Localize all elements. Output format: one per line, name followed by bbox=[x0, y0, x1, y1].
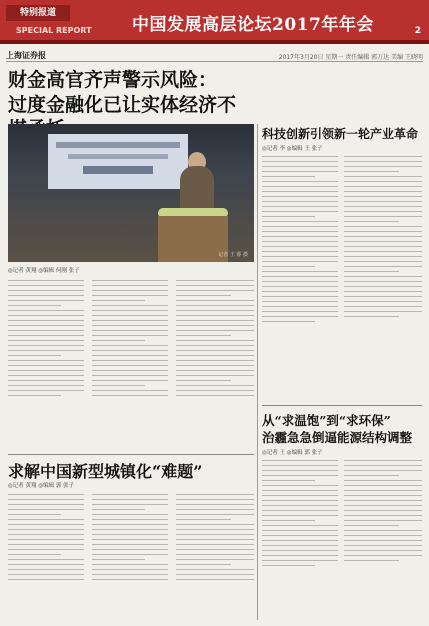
lead-body-col-2 bbox=[92, 276, 168, 448]
issue-date: 2017年3月20日 星期一 责任编辑 郭万达 美编 王晓明 bbox=[278, 54, 423, 61]
story4-byline: ◎记者 王 ◎编辑 郭 张子 bbox=[262, 450, 323, 456]
story4-body-col-1 bbox=[262, 456, 338, 620]
story3-body-col-1 bbox=[262, 152, 338, 404]
masthead-title: 中国发展高层论坛2017年年会 bbox=[132, 15, 374, 35]
story4-headline-2: 治霾急急倒逼能源结构调整 bbox=[262, 430, 413, 445]
banner-stripe bbox=[0, 40, 429, 44]
story4-body-col-2 bbox=[344, 456, 422, 620]
story2-byline: ◎记者 黄翔 ◎编辑 郭 张子 bbox=[8, 483, 75, 489]
section-tag: 特别报道 bbox=[6, 5, 70, 21]
story-divider bbox=[8, 454, 254, 455]
column-divider bbox=[257, 124, 258, 620]
lead-body-col-1 bbox=[8, 276, 84, 448]
lead-headline-1: 财金高官齐声警示风险： bbox=[8, 69, 218, 91]
stage-screen bbox=[48, 134, 188, 189]
story4-headline-1: 从“求温饱”到“求环保” bbox=[262, 413, 391, 428]
paper-logo: 上海证券报 bbox=[6, 50, 46, 60]
section-subtag: SPECIAL REPORT bbox=[16, 26, 92, 35]
story3-headline: 科技创新引领新一轮产业革命 bbox=[262, 127, 419, 141]
story3-byline: ◎记者 李 ◎编辑 王 张子 bbox=[262, 146, 323, 152]
lead-body-col-3 bbox=[176, 276, 254, 448]
story2-body-col-1 bbox=[8, 490, 84, 620]
lead-byline: ◎记者 黄翔 ◎编辑 何刚 张子 bbox=[8, 268, 80, 274]
story2-headline: 求解中国新型城镇化“难题” bbox=[8, 462, 203, 481]
page-number: 2 bbox=[414, 26, 421, 36]
story2-body-col-3 bbox=[176, 490, 254, 620]
story3-body-col-2 bbox=[344, 152, 422, 404]
lead-headline-2: 过度金融化已让实体经济不 bbox=[8, 94, 237, 116]
right-story-divider bbox=[262, 405, 422, 406]
photo-credit: 记者 王 睿 摄 bbox=[218, 252, 248, 258]
story2-body-col-2 bbox=[92, 490, 168, 620]
forum-photo bbox=[8, 124, 254, 262]
paper-info-line bbox=[6, 51, 423, 62]
top-banner bbox=[0, 0, 429, 44]
